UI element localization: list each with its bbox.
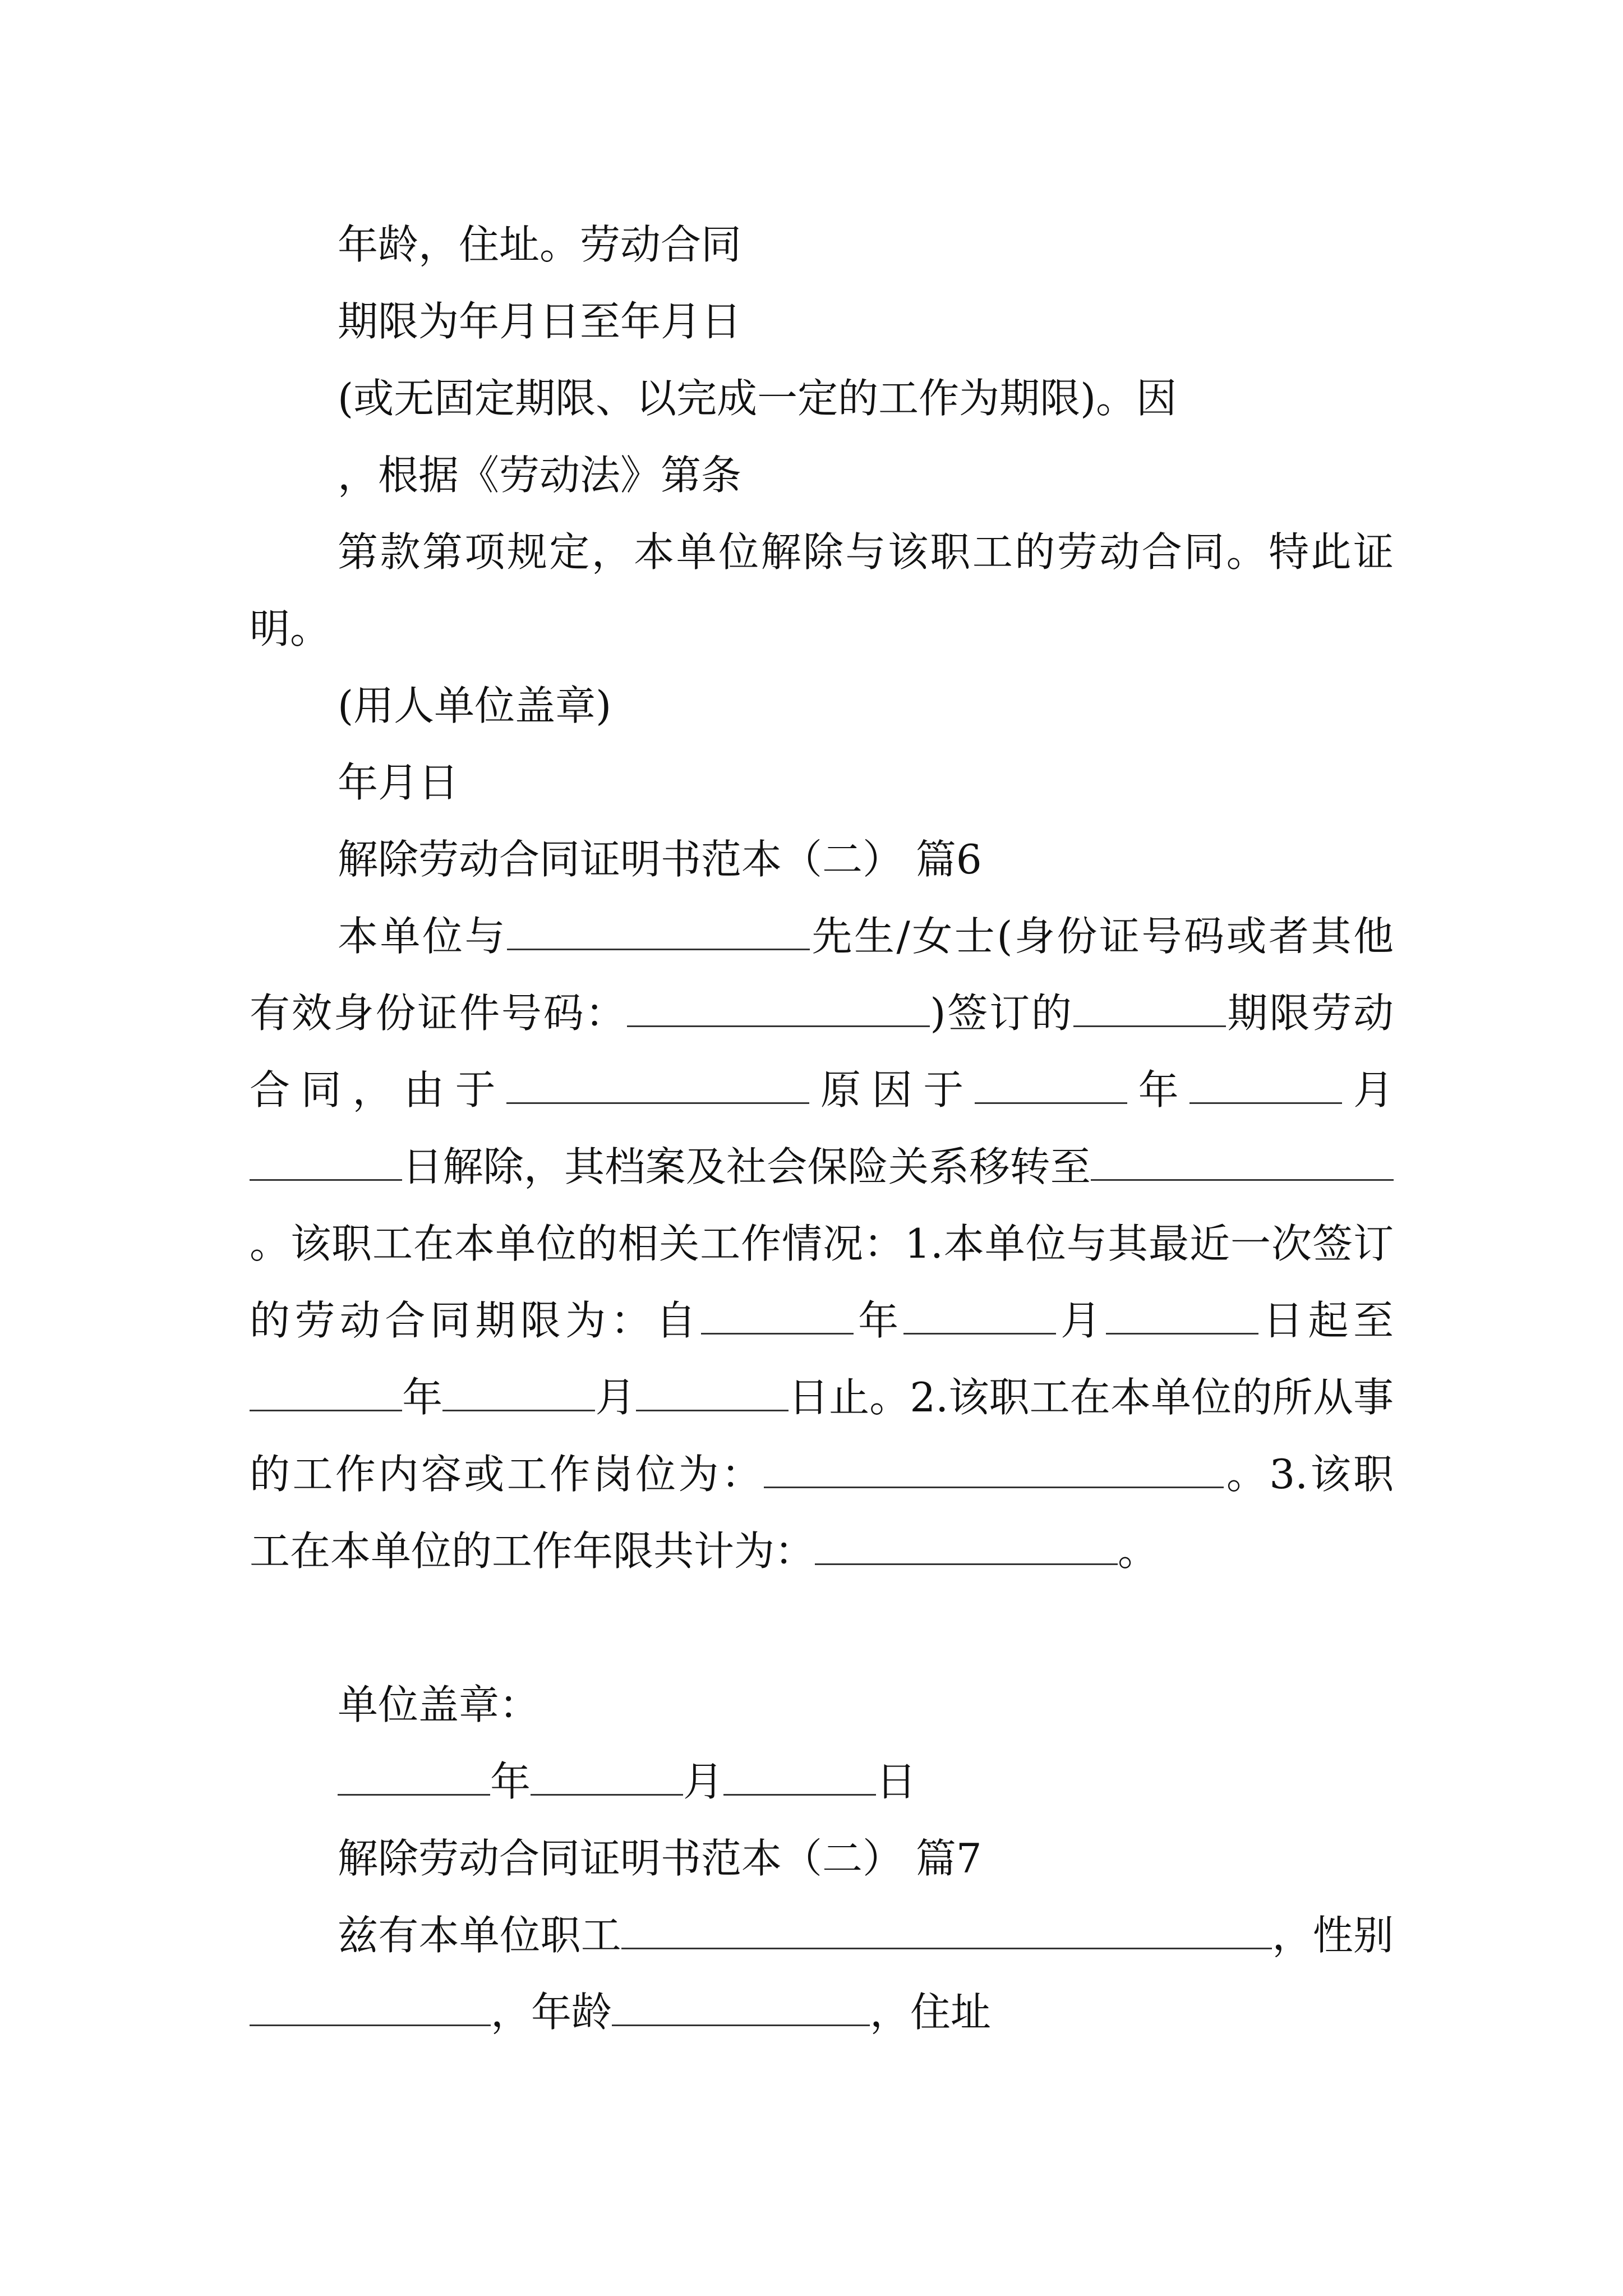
blank-day bbox=[636, 1375, 789, 1411]
blank-day bbox=[723, 1759, 876, 1796]
text: 日解除，其档案及社会保险关系移转至 bbox=[402, 1143, 1091, 1190]
blank-employee-name bbox=[621, 1913, 1272, 1949]
section-7-body bbox=[250, 1897, 1394, 2051]
text: 年 bbox=[853, 1297, 903, 1344]
text: 日起至 bbox=[1258, 1297, 1394, 1344]
text-line: ，根据《劳动法》第条 bbox=[338, 452, 742, 499]
text: 月 bbox=[595, 1374, 636, 1421]
text: 兹有本单位职工 bbox=[338, 1912, 622, 1959]
text: 期限劳动合同，由于 bbox=[250, 990, 1394, 1114]
text: 月 bbox=[683, 1758, 724, 1805]
blank-gender bbox=[250, 1990, 491, 2026]
text: 。3.该职工在本单位的工作年限共计为： bbox=[250, 1451, 1394, 1575]
blank-work-years bbox=[815, 1529, 1118, 1565]
section-6-body bbox=[250, 898, 1394, 1590]
text: 。该职工在本单位的相关工作情况：1.本单位与其最近一次签订的劳动合同期限为：自 bbox=[250, 1220, 1394, 1344]
text: 。 bbox=[1118, 1527, 1159, 1575]
section-heading-7: 解除劳动合同证明书范本（二） 篇7 bbox=[338, 1835, 982, 1882]
blank-month bbox=[442, 1375, 595, 1411]
text: ，年龄 bbox=[491, 1989, 612, 2036]
text: 月 bbox=[1055, 1297, 1106, 1344]
text-line: 期限为年月日至年月日 bbox=[338, 298, 742, 345]
paragraph: 第款第项规定，本单位解除与该职工的劳动合同。特此证明。 bbox=[250, 528, 1394, 652]
date-line: 年月日 bbox=[338, 759, 459, 806]
text: ，性别 bbox=[1272, 1912, 1394, 1959]
text: 年 bbox=[1127, 1066, 1190, 1114]
blank-day bbox=[250, 1144, 402, 1181]
text: 本单位与 bbox=[338, 913, 508, 960]
blank-name bbox=[507, 914, 810, 950]
text: ，住址 bbox=[870, 1989, 992, 2036]
blank-reason bbox=[506, 1068, 809, 1104]
blank-month bbox=[903, 1298, 1056, 1335]
text-line: (或无固定期限、以完成一定的工作为期限)。因 bbox=[338, 375, 1177, 422]
text: 年 bbox=[490, 1758, 531, 1805]
blank-year bbox=[701, 1298, 854, 1335]
blank-id-number bbox=[627, 991, 930, 1027]
blank-job-content bbox=[764, 1452, 1224, 1488]
text-line: 年龄，住址。劳动合同 bbox=[338, 221, 742, 268]
blank-age bbox=[612, 1990, 870, 2026]
seal-note: (用人单位盖章) bbox=[338, 682, 612, 729]
seal-label: 单位盖章： bbox=[338, 1681, 540, 1728]
blank-transfer-to bbox=[1091, 1144, 1394, 1181]
text: )签订的 bbox=[930, 990, 1073, 1037]
text: 日 bbox=[876, 1758, 917, 1805]
text: 年 bbox=[402, 1374, 443, 1421]
blank-year bbox=[338, 1759, 490, 1796]
blank-month bbox=[1189, 1068, 1342, 1104]
text: 日止。2.该职工在本单位的所从事的工作内容或工作岗位为： bbox=[250, 1374, 1394, 1498]
date-fill-line bbox=[338, 1743, 916, 1820]
blank-month bbox=[531, 1759, 683, 1796]
blank-term bbox=[1073, 991, 1226, 1027]
blank-day bbox=[1106, 1298, 1258, 1335]
blank-year bbox=[975, 1068, 1127, 1104]
text: 月 bbox=[1342, 1066, 1394, 1114]
text: 原因于 bbox=[809, 1066, 975, 1114]
section-heading-6: 解除劳动合同证明书范本（二） 篇6 bbox=[338, 836, 982, 883]
blank-year bbox=[250, 1375, 402, 1411]
text: 先生/女士(身份证号码或者其他有效身份证件号码： bbox=[250, 913, 1394, 1037]
